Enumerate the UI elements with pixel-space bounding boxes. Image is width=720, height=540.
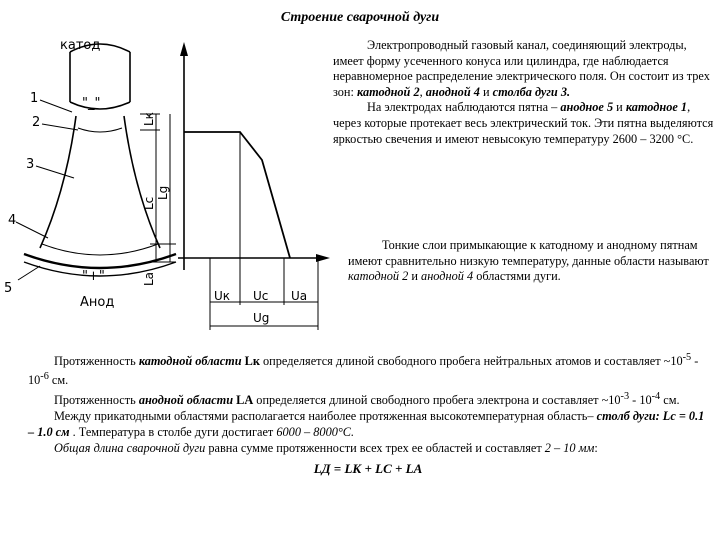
leader-4 bbox=[16, 222, 48, 238]
lg-label: Lg bbox=[156, 185, 170, 200]
la-label: La bbox=[142, 271, 156, 286]
voltage-curve bbox=[184, 132, 290, 258]
y-axis-arrow bbox=[180, 42, 188, 56]
cathode-label: катод bbox=[60, 38, 101, 53]
p2-text-3: областями дуги. bbox=[473, 269, 561, 284]
total-length-paragraph: Общая длина сварочной дуги равна сумме протяженности всех трех ее областей и составляет 2 – 10 мм: bbox=[54, 441, 598, 456]
description-paragraph-2 bbox=[348, 238, 716, 285]
zone-number-3: 3 bbox=[26, 157, 35, 172]
arc-cone-right bbox=[124, 116, 160, 248]
details-section bbox=[28, 350, 708, 477]
lk-label: Lк bbox=[142, 112, 156, 126]
p1-anode-spot-term: анодное 5 bbox=[560, 100, 614, 115]
x-axis-arrow bbox=[316, 254, 330, 262]
anode-label: Анод bbox=[80, 295, 115, 310]
cathode-zone-boundary bbox=[78, 128, 122, 132]
ug-label: Ug bbox=[253, 311, 270, 325]
leader-3 bbox=[36, 166, 74, 178]
arc-cone-left bbox=[40, 116, 76, 248]
cathode-region-paragraph: Протяженность катодной области Lк определяется длиной свободного пробега нейтральных атомов и составляет $\sim 10^{-5} - 10^{-6}$ см. bbox=[28, 352, 699, 388]
p1-column-term: столба дуги 3. bbox=[492, 84, 571, 99]
description-paragraph-1 bbox=[333, 38, 715, 147]
p2-text-1: Тонкие слои примыкающие к катодному и анодному пятнам имеют сравнительно низкую температуру, данные области называют bbox=[348, 238, 709, 268]
leader-5 bbox=[18, 266, 40, 280]
uc-label: Uc bbox=[253, 289, 269, 303]
anode-zone-boundary bbox=[42, 244, 158, 255]
p2-anode-term: анодной 4 bbox=[421, 269, 474, 284]
plus-label: "+" bbox=[82, 269, 105, 284]
p1-text-6: , через которые протекает весь электрический ток. Эти пятна выделяются яркостью свечения и имеют невысокую температуру 2600 – 3200 °С. bbox=[333, 100, 714, 146]
p1-cathode-term: катодной 2 bbox=[357, 84, 420, 99]
leader-1 bbox=[40, 100, 72, 112]
leader-2 bbox=[42, 124, 78, 130]
lc-label: Lc bbox=[142, 196, 156, 210]
p1-text-2: , bbox=[419, 84, 426, 99]
zone-number-5: 5 bbox=[4, 281, 13, 296]
anode-surface bbox=[24, 254, 176, 268]
p1-cathode-spot-term: катодное 1 bbox=[625, 100, 688, 115]
p1-anode-term: анодной 4 bbox=[425, 84, 480, 99]
arc-column-paragraph: Между прикатодными областями располагается наиболее протяженная высокотемпературная область– столб дуги: Lс = 0.1 – 1.0 см . Температура в столбе дуги достигает 6000 – 8000°С. bbox=[28, 408, 705, 440]
ua-label: Ua bbox=[291, 289, 308, 303]
arc-structure-diagram bbox=[0, 30, 340, 340]
total-length-formula: LД = LК + LС + LА bbox=[313, 460, 423, 476]
page-title: Строение сварочной дуги bbox=[280, 10, 440, 25]
p1-text-3: и bbox=[479, 84, 493, 99]
anode-region-paragraph: Протяженность анодной области LА определяется длиной свободного пробега электрона и составляет $\sim 10^{-3} - 10^{-4}$ см. bbox=[54, 390, 680, 407]
minus-label: "_" bbox=[82, 96, 101, 111]
uk-label: Uк bbox=[214, 289, 231, 303]
p2-cathode-term: катодной 2 bbox=[348, 269, 409, 284]
p2-text-2: и bbox=[408, 269, 422, 284]
zone-number-4: 4 bbox=[8, 213, 17, 228]
zone-number-2: 2 bbox=[32, 115, 41, 130]
p1-text-5: и bbox=[613, 100, 626, 115]
p1-text-4: На электродах наблюдаются пятна – bbox=[367, 100, 561, 115]
p1-text-1: Электропроводный газовый канал, соединяющий электроды, имеет форму усеченного конуса или цилиндра, где наблюдается неравномерное распределение электрического поля. Он состоит из трех зон: bbox=[333, 38, 710, 99]
zone-number-1: 1 bbox=[30, 91, 39, 106]
